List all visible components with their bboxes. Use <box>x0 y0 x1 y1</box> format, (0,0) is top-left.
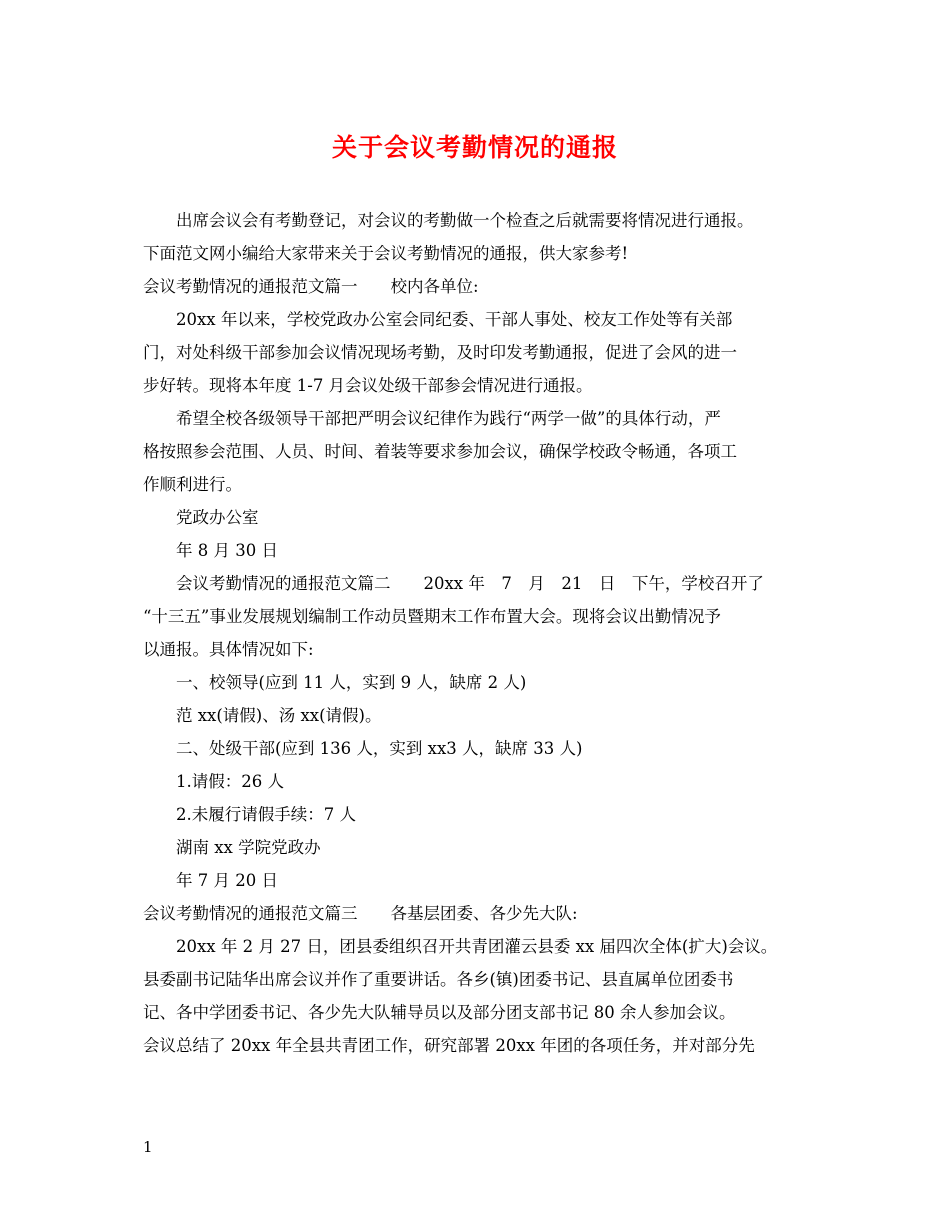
paragraph-line: 以通报。具体情况如下: <box>143 640 314 659</box>
paragraph-line: 县委副书记陆华出席会议并作了重要讲话。各乡(镇)团委书记、县直属单位团委书 <box>143 970 734 989</box>
paragraph-line: 步好转。现将本年度 1-7 月会议处级干部参会情况进行通报。 <box>143 376 593 395</box>
paragraph-line: 作顺利进行。 <box>143 475 242 494</box>
paragraph-line: 20xx 年 2 月 27 日，团县委组织召开共青团灌云县委 xx 届四次全体(扩大)会议。 <box>176 937 778 956</box>
paragraph-line: 希望全校各级领导干部把严明会议纪律作为践行“两学一做”的具体行动，严 <box>176 409 721 428</box>
paragraph-line: 下面范文网小编给大家带来关于会议考勤情况的通报，供大家参考! <box>143 244 629 263</box>
signature-line: 湖南 xx 学院党政办 <box>176 838 321 857</box>
paragraph-line: 会议总结了 20xx 年全县共青团工作，研究部署 20xx 年团的各项任务，并对部分先 <box>143 1036 755 1055</box>
section-heading-line: 会议考勤情况的通报范文篇一 校内各单位: <box>143 277 479 296</box>
list-item: 范 xx(请假)、汤 xx(请假)。 <box>176 706 382 725</box>
signature-line: 党政办公室 <box>176 508 259 527</box>
paragraph-line: 门，对处科级干部参加会议情况现场考勤，及时印发考勤通报，促进了会风的进一 <box>143 343 737 362</box>
section-heading-line: 会议考勤情况的通报范文篇二 20xx 年 7 月 21 日 下午，学校召开了 <box>176 574 764 593</box>
date-line: 年 8 月 30 日 <box>176 541 278 560</box>
list-item: 一、校领导(应到 11 人，实到 9 人，缺席 2 人) <box>176 673 527 692</box>
document-body <box>143 204 833 1062</box>
paragraph-line: 出席会议会有考勤登记，对会议的考勤做一个检查之后就需要将情况进行通报。 <box>176 211 754 230</box>
list-item: 二、处级干部(应到 136 人，实到 xx3 人，缺席 33 人) <box>176 739 583 758</box>
page-number: 1 <box>143 1138 153 1156</box>
section-heading-line: 会议考勤情况的通报范文篇三 各基层团委、各少先大队: <box>143 904 578 923</box>
paragraph-line: 格按照参会范围、人员、时间、着装等要求参加会议，确保学校政令畅通，各项工 <box>143 442 737 461</box>
paragraph-line: 记、各中学团委书记、各少先大队辅导员以及部分团支部书记 80 余人参加会议。 <box>143 1003 736 1022</box>
list-item: 2.未履行请假手续：7 人 <box>176 805 356 824</box>
date-line: 年 7 月 20 日 <box>176 871 278 890</box>
paragraph-line: “十三五”事业发展规划编制工作动员暨期末工作布置大会。现将会议出勤情况予 <box>143 607 721 626</box>
paragraph-line: 20xx 年以来，学校党政办公室会同纪委、干部人事处、校友工作处等有关部 <box>176 310 733 329</box>
document-title: 关于会议考勤情况的通报 <box>331 133 618 162</box>
list-item: 1.请假：26 人 <box>176 772 284 791</box>
